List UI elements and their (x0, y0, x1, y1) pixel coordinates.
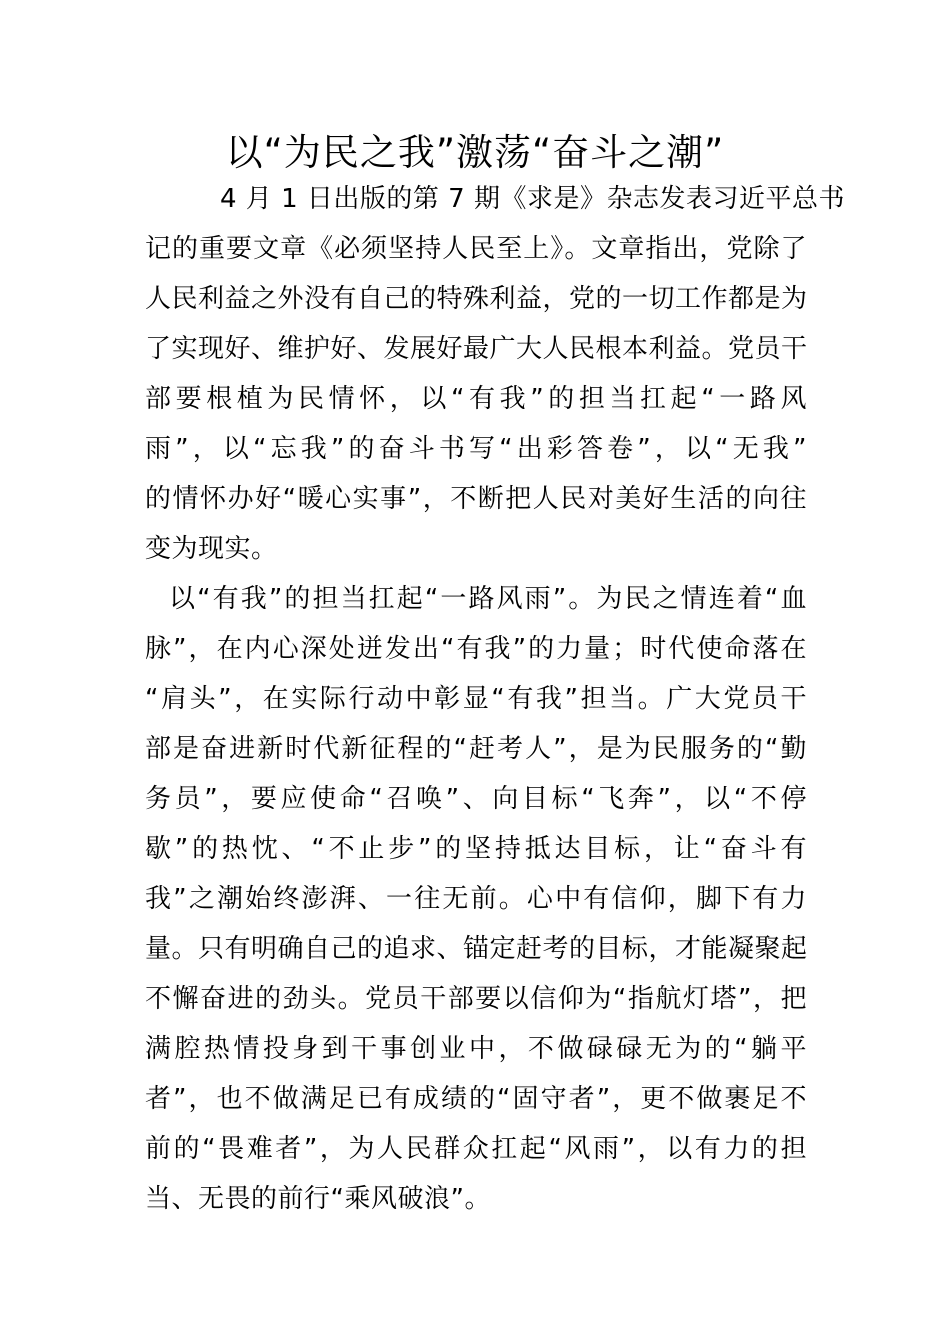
paragraph-1-line-5: 部要根植为民情怀，以“有我”的担当扛起“一路风 (145, 384, 807, 414)
paragraph-1-line-1: 4 月 1 日出版的第 7 期《求是》杂志发表习近平总书 (220, 184, 845, 214)
paragraph-2-line-8: 量。只有明确自己的追求、锚定赶考的目标，才能凝聚起 (145, 934, 808, 964)
paragraph-2-line-5: 务员”，要应使命“召唤”、向目标“飞奔”，以“不停 (145, 784, 807, 814)
paragraph-2-line-2: 脉”，在内心深处迸发出“有我”的力量；时代使命落在 (145, 634, 807, 664)
paragraph-1-line-2: 记的重要文章《必须坚持人民至上》。文章指出，党除了 (145, 234, 807, 264)
paragraph-1-line-3: 人民利益之外没有自己的特殊利益，党的一切工作都是为 (145, 284, 808, 314)
paragraph-1-line-6: 雨”，以“忘我”的奋斗书写“出彩答卷”，以“无我” (145, 434, 807, 464)
paragraph-1-line-7: 的情怀办好“暖心实事”，不断把人民对美好生活的向往 (145, 484, 807, 514)
paragraph-2-line-10: 满腔热情投身到干事创业中，不做碌碌无为的“躺平 (145, 1034, 807, 1064)
paragraph-2-line-9: 不懈奋进的劲头。党员干部要以信仰为“指航灯塔”，把 (145, 984, 807, 1014)
paragraph-2-line-3: “肩头”，在实际行动中彰显“有我”担当。广大党员干 (145, 684, 807, 714)
paragraph-2-line-13: 当、无畏的前行“乘风破浪”。 (145, 1184, 491, 1214)
paragraph-2-line-4: 部是奋进新时代新征程的“赶考人”，是为民服务的“勤 (145, 734, 807, 764)
paragraph-1-line-4: 了实现好、维护好、发展好最广大人民根本利益。党员干 (145, 334, 808, 364)
paragraph-2-line-1: 以“有我”的担当扛起“一路风雨”。为民之情连着“血 (169, 584, 807, 614)
paragraph-2-line-12: 前的“畏难者”，为人民群众扛起“风雨”，以有力的担 (145, 1134, 807, 1164)
document-title: 以“为民之我”激荡“奋斗之潮” (225, 131, 725, 174)
paragraph-2-line-6: 歇”的热忱、“不止步”的坚持抵达目标，让“奋斗有 (145, 834, 807, 864)
paragraph-1-line-8: 变为现实。 (145, 534, 278, 564)
paragraph-2-line-11: 者”，也不做满足已有成绩的“固守者”，更不做裹足不 (145, 1084, 807, 1114)
paragraph-2-line-7: 我”之潮始终澎湃、一往无前。心中有信仰，脚下有力 (145, 884, 807, 914)
